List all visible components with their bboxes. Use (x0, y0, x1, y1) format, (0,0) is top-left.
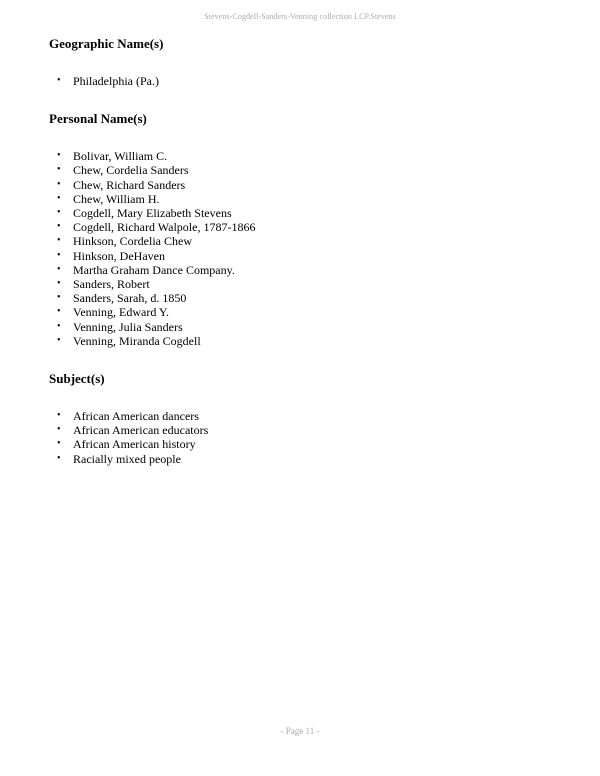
personal-name: Bolivar, William C. (73, 149, 168, 164)
bullet-icon: • (57, 452, 61, 464)
subjects-heading: Subject(s) (49, 371, 105, 387)
bullet-icon: • (57, 75, 61, 86)
document-body (49, 36, 549, 466)
list-item (49, 234, 549, 248)
bullet-icon: • (57, 292, 61, 304)
geographic-names-heading: Geographic Name(s) (49, 36, 164, 51)
bullet-icon: • (57, 320, 61, 332)
list-item (49, 409, 549, 423)
bullet-icon: • (57, 334, 61, 346)
list-item (49, 437, 549, 451)
subjects-list (49, 409, 549, 466)
geographic-name: Philadelphia (Pa.) (73, 74, 159, 88)
personal-names-list (49, 149, 549, 348)
list-item (49, 334, 549, 348)
personal-name: Hinkson, DeHaven (73, 248, 165, 263)
bullet-icon: • (57, 263, 61, 275)
subject-term: Racially mixed people (73, 451, 181, 466)
bullet-icon: • (57, 207, 61, 219)
personal-name: Venning, Edward Y. (73, 305, 169, 320)
list-item (49, 423, 549, 437)
bullet-icon: • (57, 249, 61, 261)
geographic-names-section (49, 36, 549, 88)
personal-name: Venning, Julia Sanders (73, 319, 183, 334)
list-item (49, 452, 549, 466)
personal-name: Sanders, Sarah, d. 1850 (73, 291, 187, 306)
personal-name: Martha Graham Dance Company. (73, 262, 235, 277)
list-item (49, 220, 549, 234)
list-item (49, 178, 549, 192)
personal-name: Venning, Miranda Cogdell (73, 333, 201, 348)
personal-name: Chew, Richard Sanders (73, 177, 186, 192)
bullet-icon: • (57, 235, 61, 247)
list-item (49, 163, 549, 177)
list-item (49, 277, 549, 291)
subject-term: African American history (73, 437, 196, 452)
bullet-icon: • (57, 424, 61, 436)
personal-name: Sanders, Robert (73, 277, 150, 292)
personal-names-section (49, 111, 549, 348)
running-header: Stevens-Cogdell-Sanders-Venning collection LCP.Stevens (204, 12, 396, 21)
bullet-icon: • (57, 178, 61, 190)
bullet-icon: • (57, 438, 61, 450)
list-item (49, 74, 549, 88)
personal-name: Chew, William H. (73, 191, 160, 206)
subject-term: African American dancers (73, 409, 199, 424)
bullet-icon: • (57, 410, 61, 422)
list-item (49, 320, 549, 334)
bullet-icon: • (57, 150, 61, 162)
bullet-icon: • (57, 164, 61, 176)
personal-name: Chew, Cordelia Sanders (73, 163, 189, 178)
list-item (49, 206, 549, 220)
personal-name: Hinkson, Cordelia Chew (73, 234, 192, 249)
bullet-icon: • (57, 192, 61, 204)
list-item (49, 263, 549, 277)
bullet-icon: • (57, 278, 61, 290)
bullet-icon: • (57, 221, 61, 233)
list-item (49, 305, 549, 319)
page-number: - Page 11 - (280, 726, 320, 736)
list-item (49, 291, 549, 305)
personal-name: Cogdell, Mary Elizabeth Stevens (73, 206, 232, 221)
personal-names-heading: Personal Name(s) (49, 111, 147, 127)
subjects-section (49, 371, 549, 466)
list-item (49, 192, 549, 206)
geographic-names-list (49, 74, 549, 88)
subject-term: African American educators (73, 423, 209, 438)
list-item (49, 249, 549, 263)
list-item (49, 149, 549, 163)
bullet-icon: • (57, 306, 61, 318)
personal-name: Cogdell, Richard Walpole, 1787-1866 (73, 220, 256, 235)
